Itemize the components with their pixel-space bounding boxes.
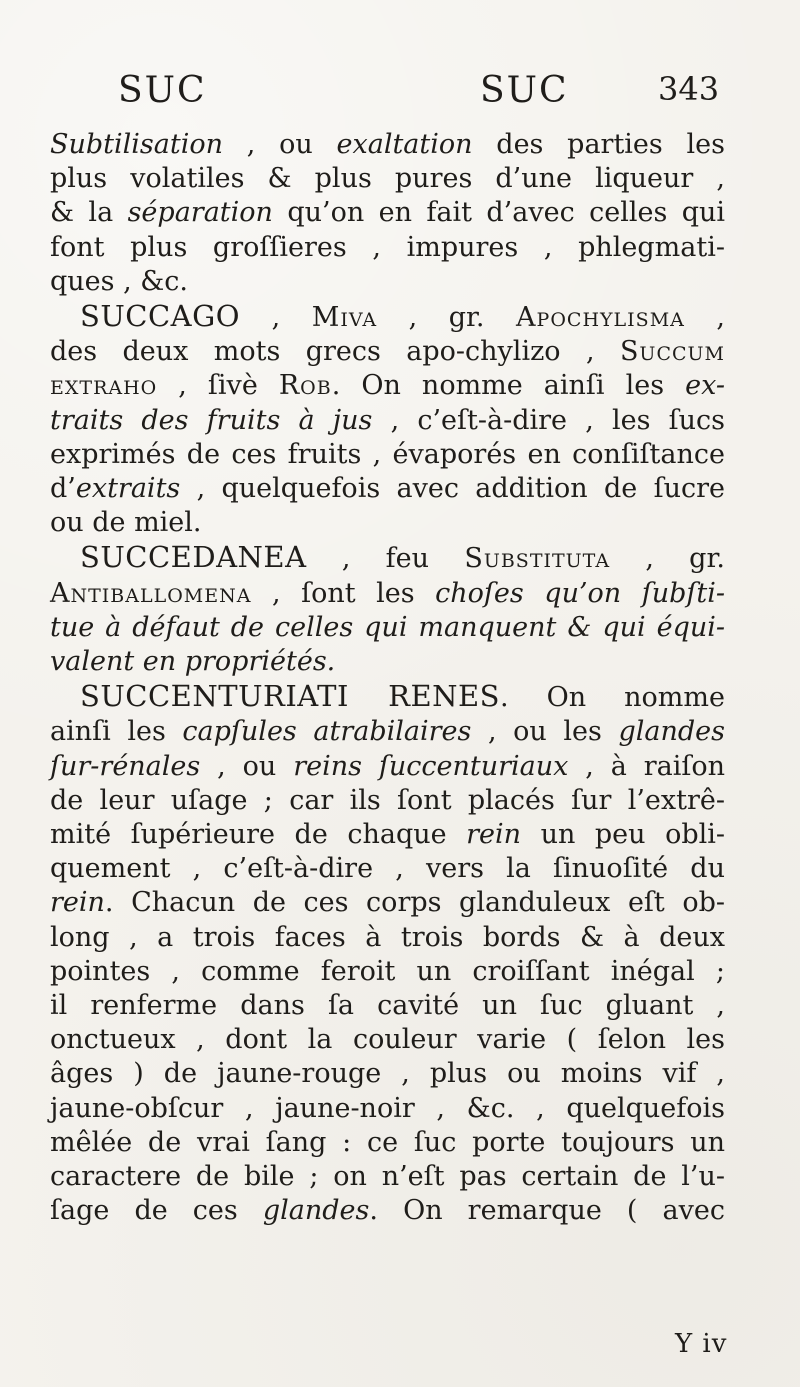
text-line	[50, 955, 725, 989]
text-run: quement , c’eſt-à-dire , vers la ſinuoſité du	[50, 853, 725, 885]
text-run: , ou	[200, 750, 294, 782]
italic-term: ſur-rénales	[50, 750, 201, 782]
text-run: . Chacun de ces corps glanduleux eſt ob-	[104, 887, 725, 919]
text-run: onctueux , dont la couleur varie ( ſelon les	[50, 1024, 725, 1056]
italic-term: Subtilisation	[50, 129, 224, 160]
text-run: & la	[50, 197, 128, 229]
italic-term: traits des fruits à jus	[50, 404, 373, 436]
text-run: , ou les	[471, 716, 619, 748]
text-line	[50, 472, 725, 506]
text-run: , feu	[306, 543, 465, 575]
headword: SUCCAGO	[80, 299, 241, 334]
text-run: un peu obli-	[521, 819, 725, 851]
small-caps-term: Succum	[619, 336, 725, 368]
text-run: caractere de bile ; on n’eſt pas certain de l’u-	[50, 1161, 725, 1193]
page-number: 343	[658, 70, 720, 108]
text-run: mité ſupérieure de chaque	[50, 819, 467, 851]
text-run: , à raiſon	[568, 750, 725, 782]
italic-term: exaltation	[336, 129, 473, 160]
entry-headword-line	[50, 679, 725, 715]
text-line	[50, 577, 725, 611]
text-line	[50, 369, 725, 403]
text-line	[50, 750, 725, 784]
text-run: des parties les	[472, 129, 725, 160]
italic-term: séparation	[127, 197, 273, 229]
body-text	[50, 128, 725, 1229]
text-line	[50, 989, 725, 1023]
text-run: , gr.	[610, 543, 725, 575]
text-line	[50, 784, 725, 818]
text-line	[50, 438, 725, 472]
headword: SUCCEDANEA	[80, 540, 307, 575]
header-right-word: SUC	[480, 70, 569, 111]
text-run: font plus groſſieres , impures , phlegmati-	[50, 231, 725, 263]
small-caps-term: extraho	[50, 370, 158, 402]
small-caps-term: Rob	[278, 370, 332, 402]
text-run: exprimés de ces fruits , évaporés en conſiſtance	[50, 438, 725, 470]
italic-term: choſes qu’on ſubſti-	[435, 577, 725, 609]
text-run: ſage de ces	[50, 1195, 263, 1227]
text-run: ,	[684, 302, 725, 334]
text-line	[50, 611, 725, 645]
text-run: long , a trois faces à trois bords & à deux	[50, 921, 725, 953]
text-line	[50, 921, 725, 955]
text-run: âges ) de jaune-rouge , plus ou moins vif ,	[50, 1058, 725, 1090]
text-line	[50, 852, 725, 886]
header-left-word: SUC	[118, 70, 207, 111]
text-run: pointes , comme feroit un croiſſant inégal ;	[50, 955, 725, 987]
text-run: ques , &c.	[50, 265, 188, 297]
text-run: . On nomme	[500, 682, 725, 714]
text-run: il renferme dans ſa cavité un ſuc gluant ,	[50, 990, 725, 1022]
italic-term: rein	[466, 819, 522, 851]
text-run: , quelquefois avec addition de ſucre	[180, 473, 725, 505]
text-line	[50, 196, 725, 230]
text-run: , ſont les	[251, 577, 436, 609]
text-run: jaune-obſcur , jaune-noir , &c. , quelquefois	[50, 1092, 725, 1124]
italic-term: reins ſuccenturiaux	[293, 750, 569, 782]
italic-term: rein	[50, 887, 105, 919]
italic-term: tue à défaut de celles qui manquent & qui équi-	[50, 611, 725, 643]
italic-term: valent en propriétés.	[50, 646, 336, 678]
italic-term: extraits	[75, 473, 181, 505]
text-line	[50, 1160, 725, 1194]
text-line	[50, 715, 725, 749]
text-line	[50, 1194, 725, 1228]
text-line	[50, 645, 725, 679]
text-run: , ſivè	[157, 370, 279, 402]
text-line	[50, 818, 725, 852]
text-run: des deux mots grecs apo-chylizo ,	[50, 336, 620, 368]
small-caps-term: Apochylisma	[516, 302, 685, 334]
text-line	[50, 1023, 725, 1057]
entry-headword-line	[50, 299, 725, 335]
text-run: , c’eſt-à-dire , les ſucs	[372, 404, 725, 436]
text-run: , ou	[223, 129, 337, 160]
text-run: d’	[50, 473, 76, 505]
text-line	[50, 506, 725, 540]
text-line	[50, 886, 725, 920]
italic-term: glandes	[262, 1195, 370, 1227]
text-run: de leur uſage ; car ils ſont placés ſur l’extrê-	[50, 784, 725, 816]
text-line	[50, 1126, 725, 1160]
text-run: mêlée de vrai ſang : ce ſuc porte toujours un	[50, 1126, 725, 1158]
text-run: , gr.	[377, 302, 517, 334]
text-run: ou de miel.	[50, 507, 202, 539]
italic-term: glandes	[618, 716, 725, 748]
running-header	[118, 70, 720, 118]
italic-term: capſules atrabilaires	[182, 716, 472, 748]
small-caps-term: Miva	[311, 302, 378, 334]
text-line	[50, 1092, 725, 1126]
text-line	[50, 162, 725, 196]
text-line	[50, 1057, 725, 1091]
text-run: . On remarque ( avec	[369, 1195, 725, 1227]
text-line	[50, 335, 725, 369]
text-line	[50, 404, 725, 438]
text-run: ,	[240, 302, 312, 334]
signature-mark: Y iv	[675, 1329, 728, 1359]
text-run: plus volatiles & plus pures d’une liqueur ,	[50, 163, 725, 195]
text-line	[50, 265, 725, 299]
text-run: qu’on en fait d’avec celles qui	[272, 197, 726, 229]
entry-headword-line	[50, 540, 725, 576]
text-run: ainſi les	[50, 716, 183, 748]
text-line	[50, 128, 725, 162]
italic-term: ex-	[685, 370, 725, 402]
small-caps-term: Substituta	[464, 543, 611, 575]
small-caps-term: Antiballomena	[50, 577, 252, 609]
text-line	[50, 231, 725, 265]
headword: SUCCENTURIATI RENES	[80, 679, 501, 714]
text-run: . On nomme ainſi les	[331, 370, 686, 402]
